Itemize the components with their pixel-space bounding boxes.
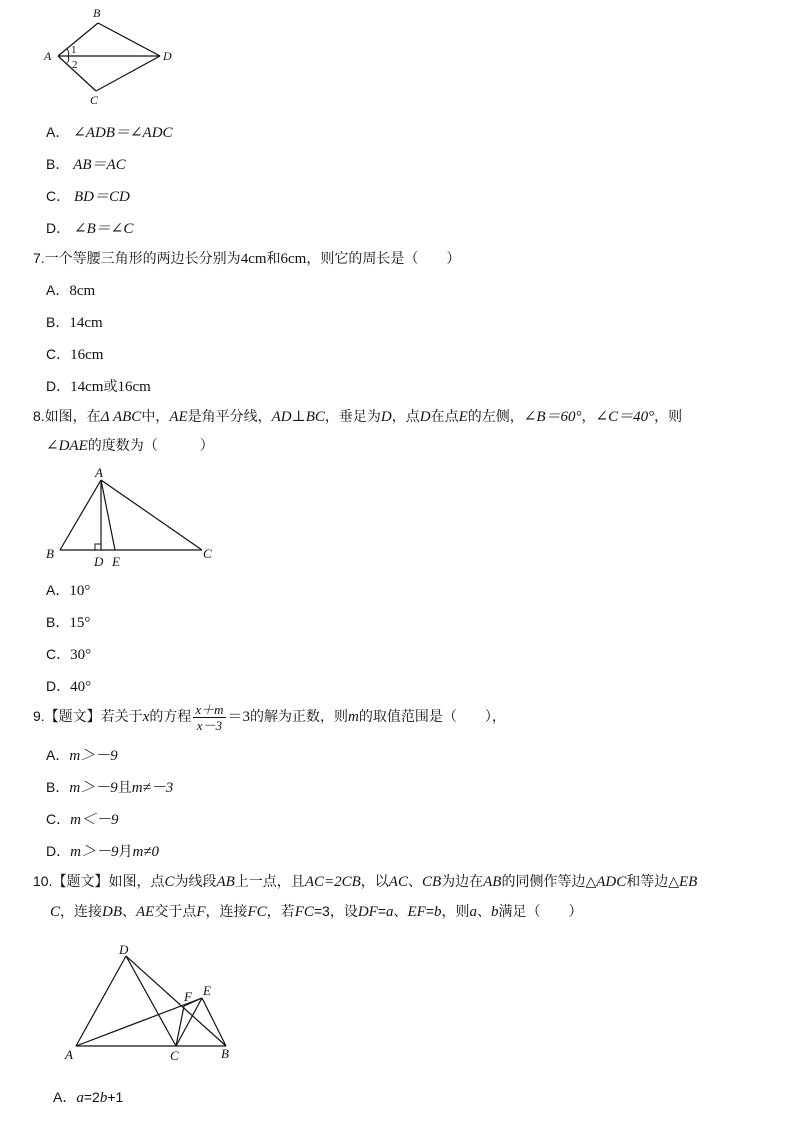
- q8-text: ，点: [391, 408, 420, 424]
- q6-option-d[interactable]: [46, 217, 133, 238]
- option-expression: m＞－9: [69, 780, 118, 796]
- q10-text: ，若: [266, 903, 295, 919]
- q8-math: D: [419, 409, 431, 425]
- fraction-denominator: x－3: [196, 718, 223, 733]
- q9-text: 的取值范围是（ ），: [358, 708, 506, 725]
- fig8-label-a: A: [95, 465, 103, 480]
- fig8-label-e: E: [112, 554, 120, 569]
- q8-text: 中，: [141, 408, 170, 424]
- q6-option-b[interactable]: [46, 153, 126, 174]
- q10-text: 10.【题文】如图，点: [33, 873, 165, 889]
- q7-option-b[interactable]: [46, 312, 103, 332]
- q8-text: ，则: [654, 408, 683, 424]
- option-letter: B．: [46, 779, 70, 795]
- q7-option-c[interactable]: [46, 344, 103, 364]
- option-expression: ∠ADB＝∠ADC: [73, 125, 173, 141]
- fig10-label-d: D: [119, 942, 129, 957]
- q8-stem-line2: [46, 435, 214, 455]
- option-expression: ∠B＝∠C: [74, 221, 134, 237]
- option-letter: B．: [46, 156, 70, 172]
- option-letter: A．: [46, 124, 70, 140]
- q10-math: b: [434, 904, 442, 920]
- q10-text: 交于点: [154, 903, 197, 919]
- option-expression: m≠0: [132, 844, 160, 860]
- option-connector: 且: [117, 779, 132, 795]
- q10-text: 、: [407, 873, 422, 889]
- fig6-angle-1: 1: [71, 44, 77, 56]
- q7-option-a[interactable]: [46, 280, 95, 300]
- option-text: =2: [83, 1089, 100, 1105]
- q9-text: 的解为正数，则: [250, 708, 349, 725]
- q10-text: 为边在: [441, 873, 484, 889]
- option-connector: 或: [103, 378, 118, 394]
- q8-math: AE: [169, 409, 188, 425]
- q10-math: DF: [357, 904, 378, 920]
- option-value: 8cm: [69, 283, 96, 299]
- q8-text: 是角平分线，: [187, 408, 272, 424]
- fig10-label-b: B: [221, 1046, 229, 1061]
- q7-stem-text: ，则它的周长是（ ）: [306, 250, 461, 266]
- q10-math: CB: [421, 874, 442, 890]
- q8-text: 的度数为（ ）: [87, 437, 214, 453]
- fig10-label-e: E: [203, 983, 211, 998]
- option-letter: A．: [46, 747, 70, 763]
- q8-option-d[interactable]: [46, 676, 91, 696]
- q10-math: C: [50, 904, 61, 920]
- q6-figure: [40, 5, 180, 105]
- option-letter: B．: [46, 314, 70, 330]
- fig6-label-a: A: [44, 49, 52, 63]
- q9-math: m: [348, 709, 359, 726]
- q7-option-d[interactable]: [46, 376, 151, 396]
- q10-math: FC: [294, 904, 314, 920]
- q10-math: AC: [388, 874, 408, 890]
- q10-text: ，则: [441, 903, 470, 919]
- q10-figure: [60, 938, 245, 1066]
- q8-stem-line1: [33, 405, 682, 426]
- q8-math: AD⊥BC: [271, 409, 325, 425]
- q10-text: =: [377, 903, 387, 919]
- q8-option-a[interactable]: [46, 580, 90, 600]
- q10-text: 为线段: [174, 873, 217, 889]
- option-expression: m＞－9: [70, 844, 119, 860]
- option-expression: AB＝AC: [73, 157, 126, 173]
- q8-math: ∠B＝60°: [523, 409, 582, 425]
- option-letter: D．: [46, 220, 71, 236]
- q10-text: 上一点，且: [234, 873, 305, 889]
- q10-text: 、: [477, 903, 492, 919]
- fig6-label-b: B: [93, 6, 101, 20]
- q8-text: 的左侧，: [467, 408, 524, 424]
- q9-option-b[interactable]: [46, 776, 173, 797]
- option-expression: m≠－3: [131, 780, 174, 796]
- q10-math: EB: [679, 874, 698, 890]
- q7-value-1: 4cm: [240, 251, 267, 267]
- q10-math: F: [196, 904, 206, 920]
- q8-text: 在点: [430, 408, 459, 424]
- option-letter: C．: [46, 346, 71, 362]
- option-expression: m＞－9: [69, 748, 118, 764]
- q9-option-d[interactable]: [46, 840, 159, 861]
- option-value: 16cm: [117, 379, 151, 395]
- q10-math: DB: [102, 904, 123, 920]
- option-letter: C．: [46, 811, 71, 827]
- option-connector: 月: [118, 843, 133, 859]
- option-letter: A．: [46, 582, 70, 598]
- q10-text: ，连接: [60, 903, 103, 919]
- q10-math: AE: [136, 904, 155, 920]
- option-math: a: [76, 1090, 84, 1106]
- fig8-label-c: C: [203, 546, 212, 561]
- q7-stem-text: 7.一个等腰三角形的两边长分别为: [33, 250, 241, 266]
- q8-option-c[interactable]: [46, 644, 91, 664]
- option-letter: D．: [46, 843, 71, 859]
- q10-math: b: [491, 904, 499, 920]
- fig6-label-d: D: [163, 49, 172, 63]
- q7-value-2: 6cm: [280, 251, 307, 267]
- q10-math: AB: [483, 874, 502, 890]
- q10-math: a: [469, 904, 478, 920]
- q8-text: ，: [581, 408, 596, 424]
- q9-text: 的方程: [149, 708, 192, 725]
- q9-math: ＝3: [227, 709, 251, 726]
- option-letter: B．: [46, 614, 70, 630]
- fig6-angle-2: 2: [72, 59, 78, 71]
- q7-stem: [33, 248, 460, 268]
- q9-text: 9.【题文】若关于: [33, 708, 143, 725]
- q8-math: Δ ABC: [100, 409, 142, 425]
- q10-math: ADC: [596, 874, 627, 890]
- q10-text: ，以: [360, 873, 389, 889]
- q9-option-c[interactable]: [46, 808, 118, 829]
- q10-text: 、: [393, 903, 408, 919]
- q10-stem-line2: [50, 901, 583, 921]
- option-text: +1: [107, 1089, 124, 1105]
- q10-option-a[interactable]: [53, 1087, 123, 1107]
- q9-stem: [33, 703, 506, 732]
- q10-math: a: [386, 904, 394, 920]
- option-value: 15°: [69, 615, 91, 631]
- q10-math: FC: [247, 904, 267, 920]
- q10-text: 和等边△: [626, 873, 680, 889]
- q10-math: AC=2CB: [304, 874, 361, 890]
- q8-option-b[interactable]: [46, 612, 90, 632]
- q10-stem-line1: [33, 871, 697, 891]
- fig10-label-f: F: [184, 989, 192, 1004]
- fig6-label-c: C: [90, 93, 99, 107]
- q10-text: =3，设: [313, 903, 358, 919]
- q9-math: x: [142, 709, 150, 726]
- option-value: 14cm: [70, 379, 104, 395]
- q8-math: E: [458, 409, 468, 425]
- q10-text: 满足（ ）: [498, 903, 583, 919]
- option-letter: D．: [46, 678, 71, 694]
- option-value: 40°: [70, 679, 92, 695]
- q10-math: AB: [216, 874, 235, 890]
- q10-text: 、: [122, 903, 137, 919]
- q8-text: 8.如图，在: [33, 408, 101, 424]
- option-expression: BD＝CD: [74, 189, 130, 205]
- fig10-label-c: C: [170, 1048, 179, 1063]
- fig10-label-a: A: [65, 1047, 73, 1062]
- option-letter: A．: [53, 1089, 77, 1105]
- q8-math: ∠C＝40°: [595, 409, 655, 425]
- q8-figure: [42, 462, 222, 570]
- q10-text: 的同侧作等边△: [501, 873, 597, 889]
- option-letter: C．: [46, 188, 71, 204]
- q10-text: ，连接: [205, 903, 248, 919]
- option-value: 30°: [70, 647, 92, 663]
- option-expression: m＜－9: [70, 812, 119, 828]
- q9-fraction: [193, 703, 225, 732]
- option-letter: D．: [46, 378, 71, 394]
- q7-stem-text: 和: [266, 250, 281, 266]
- q10-math: C: [164, 874, 175, 890]
- option-letter: A．: [46, 282, 70, 298]
- q10-text: =: [425, 903, 435, 919]
- q8-math: ∠DAE: [46, 438, 88, 454]
- option-math: b: [99, 1090, 108, 1106]
- fig8-label-d: D: [94, 554, 104, 569]
- fig8-label-b: B: [46, 546, 54, 561]
- q6-option-c[interactable]: [46, 185, 130, 206]
- option-value: 10°: [69, 583, 91, 599]
- option-letter: C．: [46, 646, 71, 662]
- q8-math: D: [380, 409, 392, 425]
- q9-option-a[interactable]: [46, 744, 118, 765]
- q6-option-a[interactable]: [46, 121, 173, 142]
- option-value: 16cm: [70, 347, 104, 363]
- q8-text: ，垂足为: [324, 408, 381, 424]
- option-value: 14cm: [69, 315, 103, 331]
- q10-math: EF: [407, 904, 426, 920]
- fraction-numerator: x＋m: [195, 702, 224, 717]
